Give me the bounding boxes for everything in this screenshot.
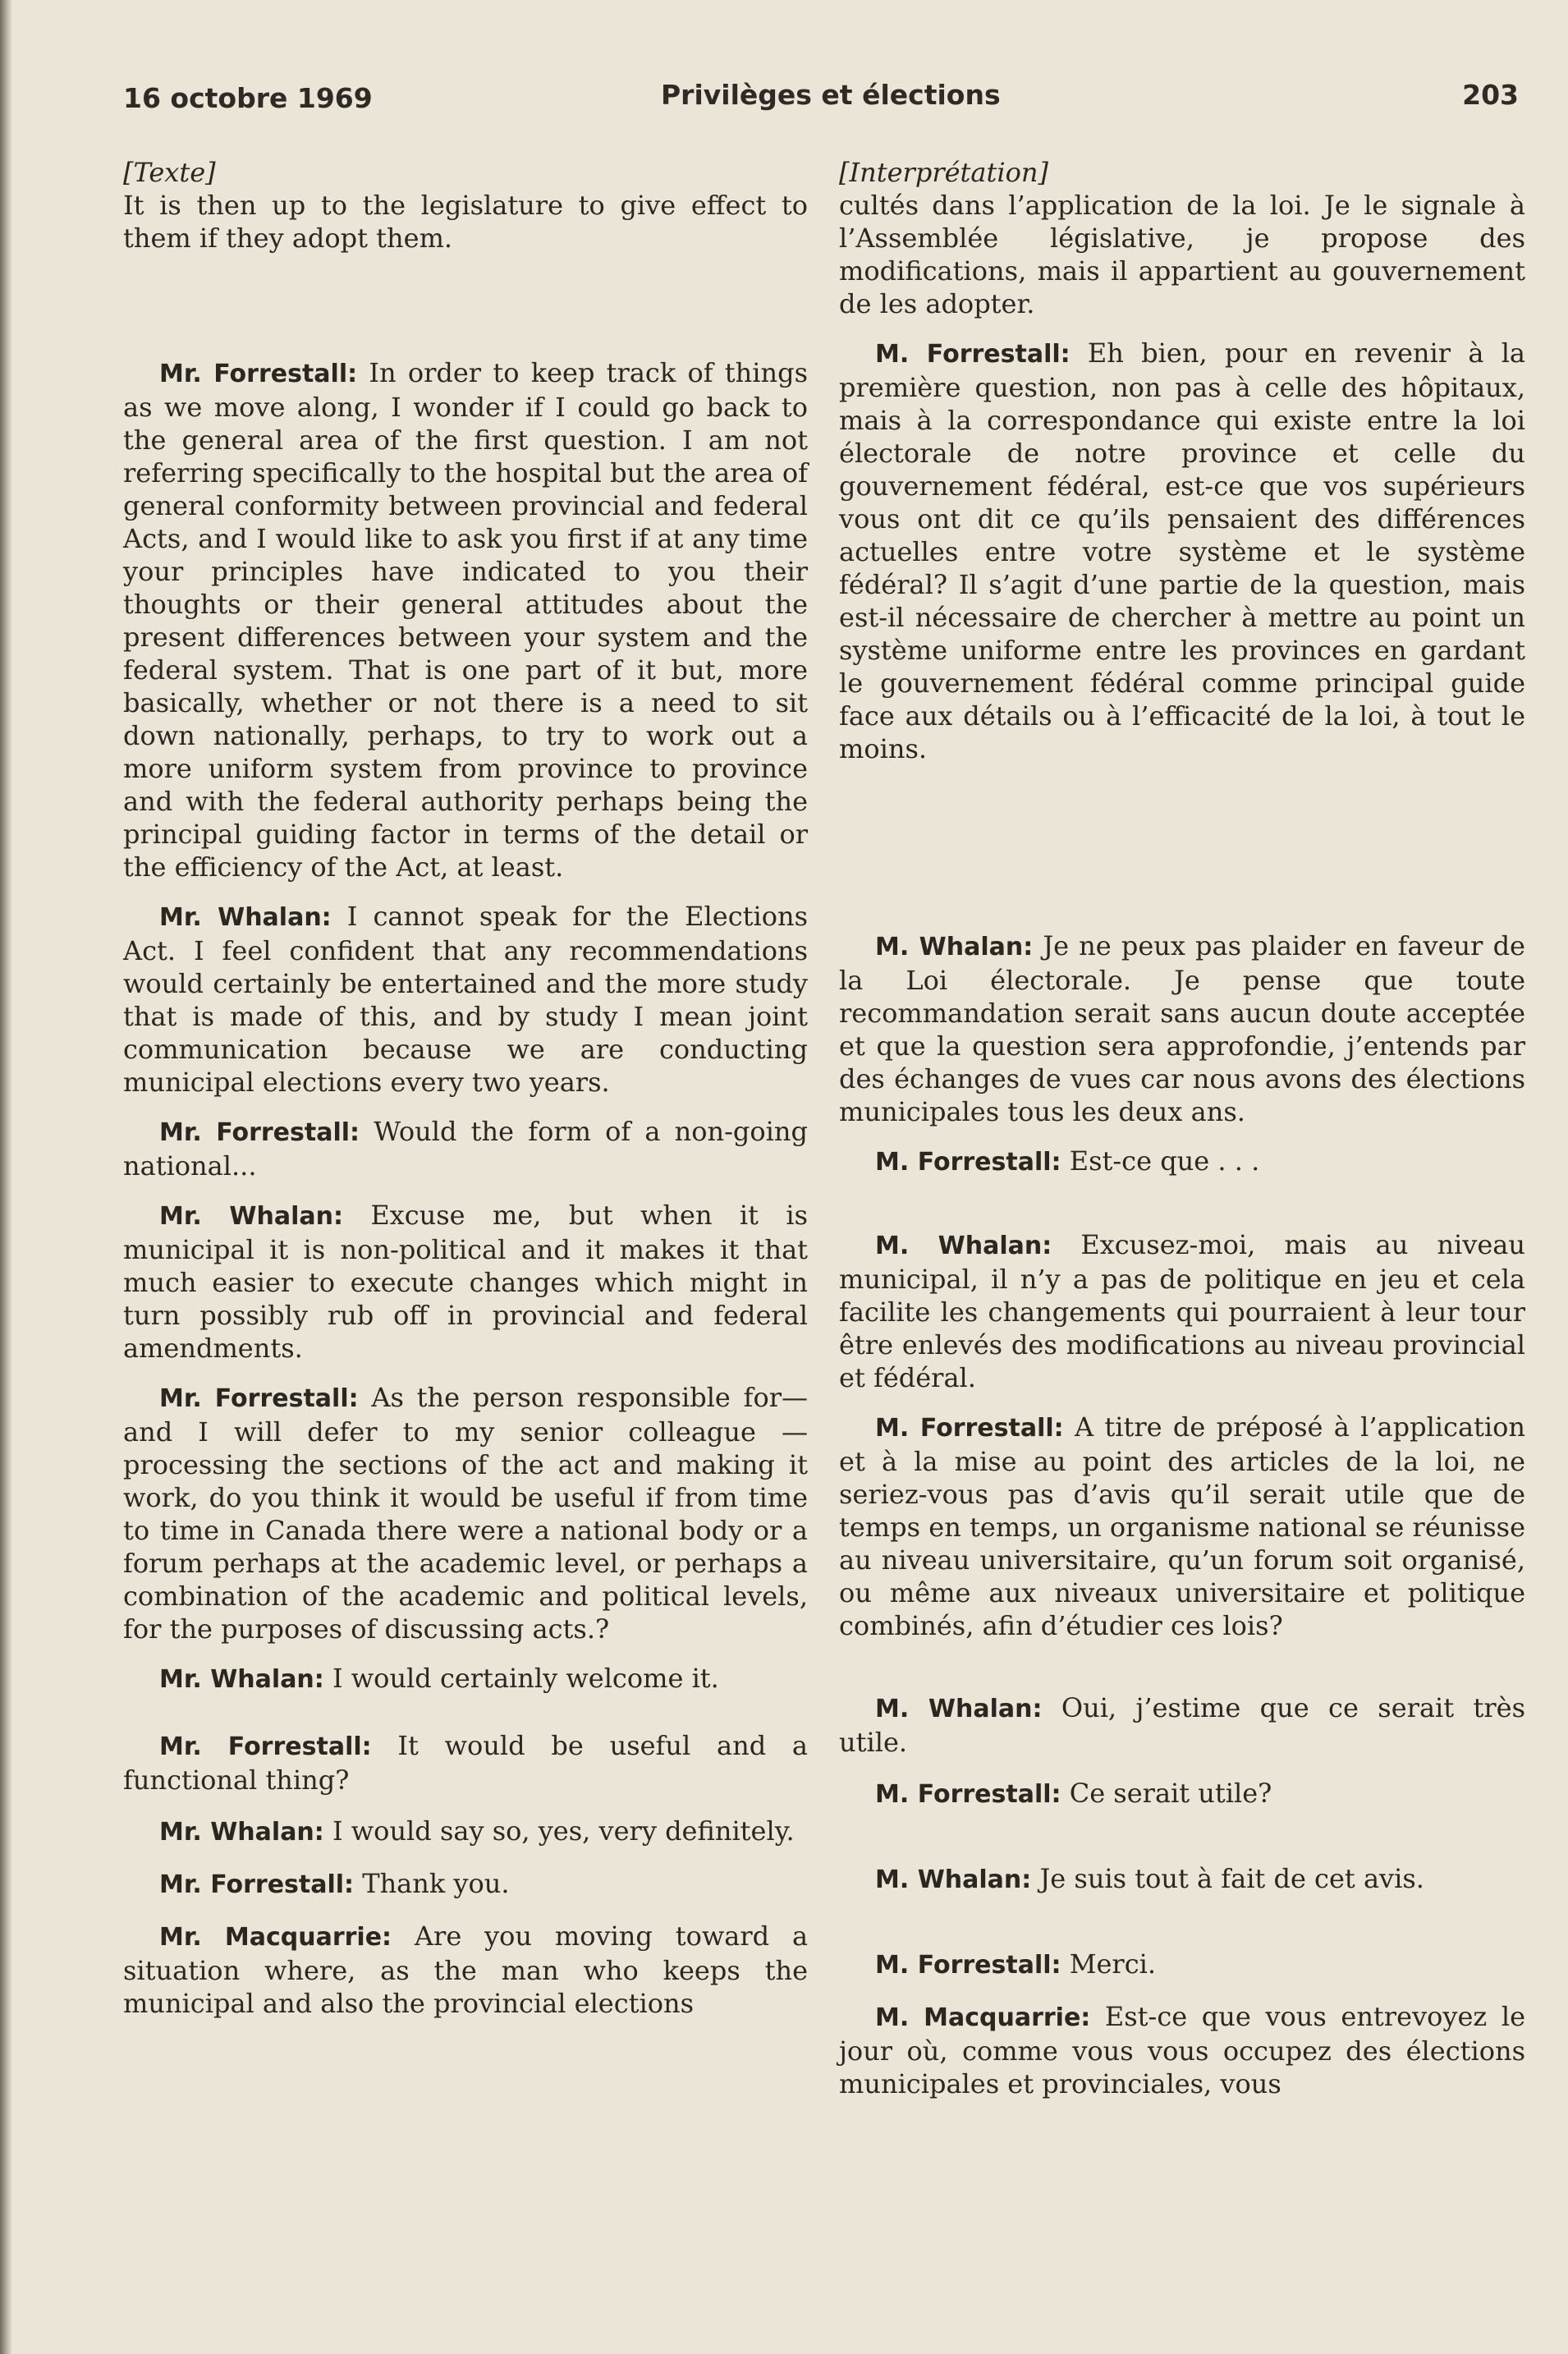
header-date: 16 octobre 1969 [123,82,373,114]
english-paragraph [123,1199,808,1365]
speaker-name: M. Forrestall: [875,1414,1064,1443]
english-paragraph [123,1867,808,1902]
speaker-name: M. Whalan: [875,933,1034,961]
french-paragraph [839,1145,1525,1179]
paragraph-text: Je suis tout à fait de cet avis. [1039,1863,1424,1894]
paragraph-text: Je ne peux pas plaider en faveur de la Loi électorale. Je pense que toute recommandation serait sans aucun doute acceptée et que la question sera approfondie, j’entends par des échanges de vues car nous avons des élections municipales tous les deux ans. [839,930,1525,1127]
paragraph-text: Are you moving toward a situation where, as the man who keeps the municipal and also the provincial elections [123,1920,809,2019]
french-paragraph [839,1691,1525,1759]
speaker-name: Mr. Whalan: [159,1665,324,1694]
paragraph-text: Eh bien, pour en revenir à la première question, non pas à celle des hôpitaux, mais à la correspondance qui existe entre la loi électorale de notre province et celle du gouvernement fédéral, est-ce que vos supérieurs vous ont dit ce qu’ils pensaient des différences actuelles entre votre système et le système fédéral? Il s’agit d’une partie de la question, mais est-il nécessaire de chercher à mettre au point un système uniforme entre les provinces en gardant le gouvernement fédéral comme principal guide face aux détails ou à l’efficacité de la loi, à tout le moins. [839,337,1525,764]
speaker-name: M. Whalan: [875,1865,1032,1894]
speaker-name: Mr. Forrestall: [159,1384,359,1413]
english-paragraph [123,1115,808,1182]
french-paragraph [839,1777,1525,1811]
speaker-name: M. Forrestall: [875,1951,1061,1980]
english-paragraph [123,1815,808,1849]
paragraph-text: In order to keep track of things as we move along, I wonder if I could go back to the general area of the first question. I am not referring specifically to the hospital but the area of general conformity between provincial and federal Acts, and I would like to ask you first if at any time your principles have indicated to you their thoughts or their general attitudes about the present differences between your system and the federal system. That is one part of it but, more basically, whether or not there is a need to sit down nationally, perhaps, to try to work out a more uniform system from province to province and with the federal authority perhaps being the principal guiding factor in terms of the detail or the efficiency of the Act, at least. [123,357,809,883]
paragraph-text: As the person responsible for—and I will defer to my senior colleague —processing the sections of the act and making it work, do you think it would be useful if from time to time in Canada there were a national body or a forum perhaps at the academic level, or perhaps a combination of the academic and political levels, for the purposes of discussing acts.? [123,1382,809,1645]
speaker-name: Mr. Forrestall: [159,1870,355,1899]
speaker-name: Mr. Whalan: [159,1202,343,1231]
paragraph-text: Merci. [1069,1948,1157,1980]
paragraph-text: cultés dans l’application de la loi. Je le signale à l’Assemblée législative, je propose des modifications, mais il appartient au gouvernement de les adopter. [839,190,1525,319]
page-number: 203 [1462,79,1519,111]
speaker-name: M. Whalan: [875,1695,1043,1723]
paragraph-text: It is then up to the legislature to give effect to them if they adopt them. [123,190,808,254]
page-binding-edge [0,0,11,2354]
speaker-name: M. Forrestall: [875,1148,1061,1177]
english-paragraph [123,1920,808,2020]
french-paragraph [839,337,1525,765]
speaker-name: Mr. Whalan: [159,1818,324,1847]
english-paragraph [123,1662,808,1696]
paragraph-text: I would certainly welcome it. [332,1663,719,1694]
paragraph-text: I would say so, yes, very definitely. [332,1815,795,1847]
french-column [839,156,1525,2100]
running-header [123,79,1519,123]
french-paragraph [839,1411,1525,1642]
french-paragraph [839,929,1525,1128]
french-paragraph [839,1862,1525,1897]
paragraph-text: Would the form of a non-going national... [123,1116,808,1182]
paragraph-text: Est-ce que . . . [1069,1145,1260,1177]
english-paragraph [123,356,808,883]
paragraph-text: Thank you. [362,1868,510,1899]
speaker-name: Mr. Macquarrie: [159,1923,392,1952]
speaker-name: Mr. Forrestall: [159,1118,360,1147]
english-paragraph [123,1381,808,1645]
paragraph-text: Oui, j’estime que ce serait très utile. [839,1692,1525,1758]
speaker-name: Mr. Forrestall: [159,360,358,388]
paragraph-text: I cannot speak for the Elections Act. I feel confident that any recommendations would certainly be entertained and the more study that is made of this, and by study I mean joint communication because we are conducting municipal elections every two years. [123,901,809,1098]
paragraph-text: Excuse me, but when it is municipal it is non-political and it makes it that much easier to execute changes which might in turn possibly rub off in provincial and federal amendments. [123,1200,809,1364]
speaker-name: Mr. Whalan: [159,903,332,932]
french-paragraph [839,189,1525,320]
paragraph-text: Excusez-moi, mais au niveau municipal, il n’y a pas de politique en jeu et cela facilite les changements qui pourraient à leur tour être enlevés des modifications au niveau provincial et fédéral. [839,1229,1525,1393]
paragraph-text: It would be useful and a functional thing? [123,1730,809,1796]
french-paragraph [839,1948,1525,1982]
speaker-name: M. Forrestall: [875,340,1071,369]
french-language-tag: [Interprétation] [839,157,1048,188]
english-paragraph [123,189,808,255]
paragraph-text: Ce serait utile? [1069,1778,1272,1809]
english-paragraph [123,1729,808,1796]
paragraph-text: Est-ce que vous entrevoyez le jour où, comme vous vous occupez des élections municipales et provinciales, vous [839,2001,1526,2099]
english-column [123,156,808,2020]
header-title: Privilèges et élections [661,79,1001,111]
speaker-name: M. Whalan: [875,1232,1052,1260]
french-paragraph [839,2000,1525,2100]
french-paragraph [839,1228,1525,1394]
speaker-name: M. Forrestall: [875,1780,1061,1809]
speaker-name: M. Macquarrie: [875,2003,1091,2032]
english-language-tag: [Texte] [123,157,216,188]
paragraph-text: A titre de préposé à l’application et à la mise au point des articles de la loi, ne seriez-vous pas d’avis qu’il serait utile que de temps en temps, un organisme national se réunisse au niveau universitaire, qu’un forum soit organisé, ou même aux niveaux universitaire et politique combinés, afin d’étudier ces lois? [839,1411,1526,1641]
speaker-name: Mr. Forrestall: [159,1732,372,1761]
english-paragraph [123,900,808,1099]
